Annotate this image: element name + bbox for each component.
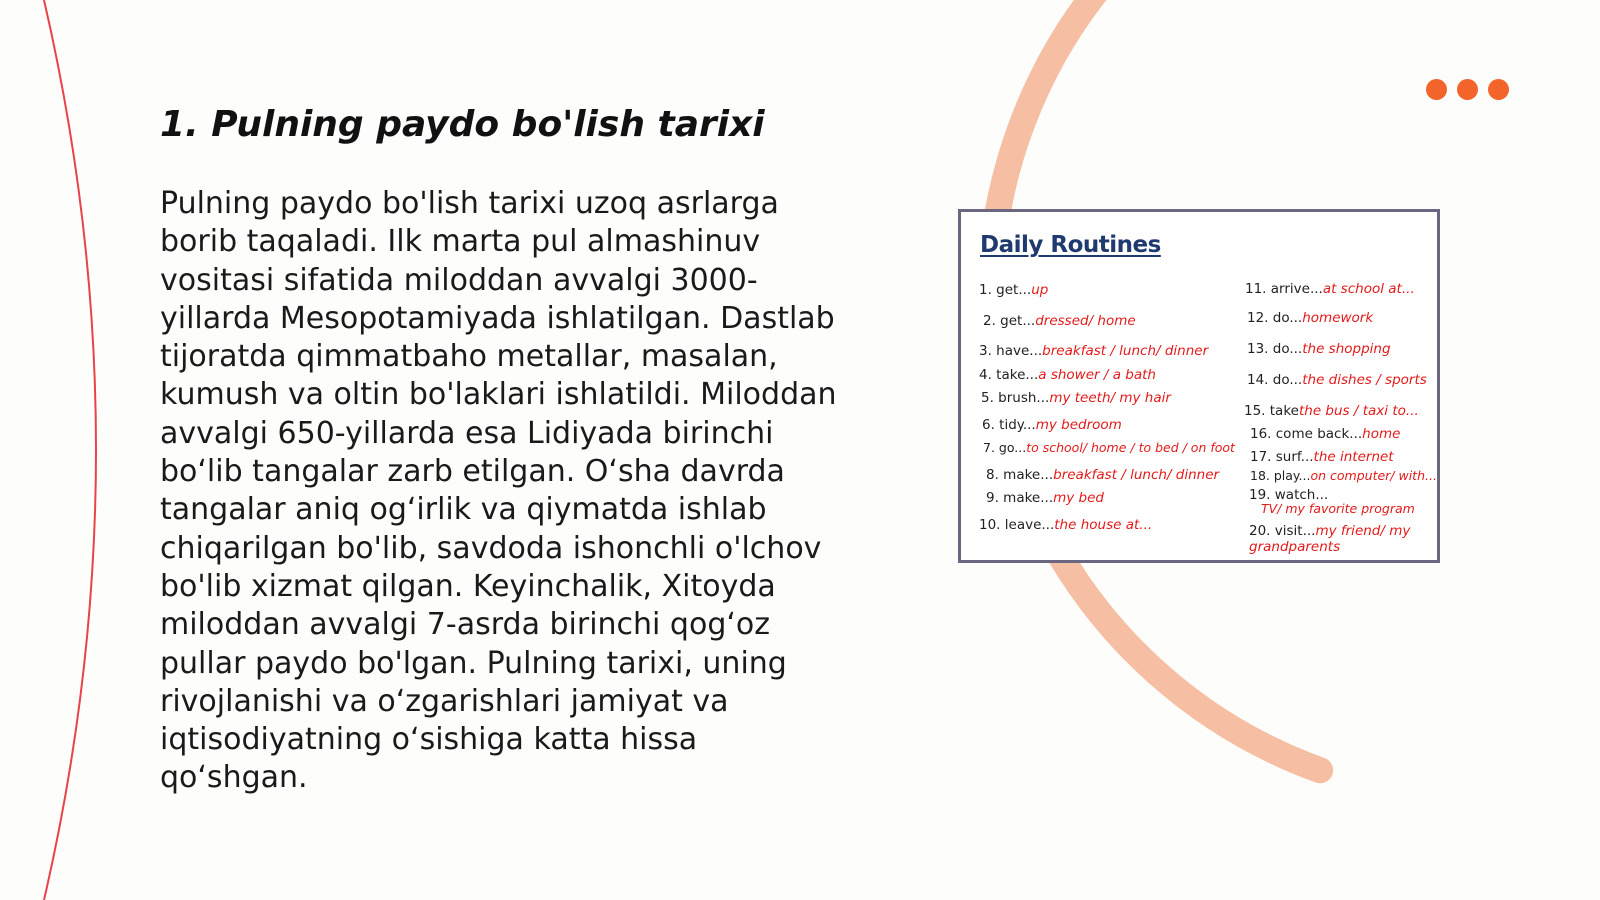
routine-answer: homework [1302, 310, 1374, 326]
routine-answer: the bus / taxi to... [1298, 403, 1419, 419]
routine-verb: 11. arrive... [1245, 281, 1323, 297]
routine-verb: 18. play... [1250, 468, 1311, 483]
routine-answer: the shopping [1302, 341, 1391, 357]
routine-answer: my bed [1053, 490, 1105, 506]
routine-verb: 7. go... [983, 440, 1027, 455]
routine-item [979, 517, 1152, 533]
routine-item [1247, 372, 1427, 388]
routine-verb: 14. do... [1247, 372, 1303, 388]
routine-verb: 15. take [1244, 403, 1299, 419]
routine-answer: to school/ home / to bed / on foot [1026, 440, 1235, 455]
routine-item [986, 467, 1219, 483]
dot-shape [1488, 79, 1509, 100]
routine-item [979, 343, 1208, 359]
routine-item [1247, 341, 1391, 357]
routine-answer: my teeth/ my hair [1049, 390, 1171, 406]
routine-item [983, 440, 1235, 456]
routine-answer: my bedroom [1035, 417, 1122, 433]
routine-item [1247, 310, 1373, 326]
routine-answer: TV/ my favorite program [1261, 501, 1415, 516]
routine-verb: 16. come back... [1250, 426, 1363, 442]
routine-item [1244, 403, 1419, 419]
routine-item [983, 313, 1136, 329]
routine-answer: breakfast / lunch/ dinner [1042, 343, 1209, 359]
image-title: Daily Routines [980, 232, 1161, 258]
slide-body-text: Pulning paydo bo'lish tarixi uzoq asrlarga borib taqaladi. Ilk marta pul almashinuv vositasi sifatida miloddan avvalgi 3000-yillarda Mesopotamiyada ishlatilgan. Dastlab tijoratda qimmatbaho metallar, masalan, kumush va oltin bo'laklari ishlatildi. Miloddan avvalgi 650-yillarda esa Lidiyada birinchi bo‘lib tangalar zarb etilgan. O‘sha davrda tangalar aniq og‘irlik va qiymatda ishlab chiqarilgan bo'lib, savdoda ishonchli o'lchov bo'lib xizmat qilgan. Keyinchalik, Xitoyda miloddan avvalgi 7-asrda birinchi qog‘oz pullar paydo bo'lgan. Pulning tarixi, uning rivojlanishi va o‘zgarishlari jamiyat va iqtisodiyatning o‘sishiga katta hissa qo‘shgan. [160, 186, 837, 796]
routine-verb: 17. surf... [1250, 449, 1314, 465]
red-curve-decoration [44, 0, 96, 900]
routine-answer: on computer/ with... [1310, 468, 1437, 483]
routine-answer: dressed/ home [1035, 313, 1136, 329]
routine-answer: my friend/ my grandparents [1249, 523, 1411, 555]
routine-verb: 12. do... [1247, 310, 1303, 326]
routine-answer: at school at... [1322, 281, 1415, 297]
routine-item [1250, 426, 1400, 442]
routine-item [1250, 468, 1437, 484]
routine-item [979, 282, 1048, 298]
routine-answer: the dishes / sports [1302, 372, 1427, 388]
routine-item [981, 390, 1171, 406]
routine-verb: 19. watch... [1249, 487, 1329, 503]
routine-verb: 8. make... [986, 467, 1054, 483]
routine-item [979, 367, 1156, 383]
routine-verb: 6. tidy... [982, 417, 1036, 433]
routine-verb: 9. make... [986, 490, 1054, 506]
dot-shape [1457, 79, 1478, 100]
more-dots-icon[interactable] [1426, 79, 1509, 100]
routine-answer: a shower / a bath [1038, 367, 1156, 383]
routine-item [986, 490, 1104, 506]
routine-verb: 10. leave... [979, 517, 1055, 533]
daily-routines-image [958, 209, 1440, 563]
routine-verb: 3. have... [979, 343, 1043, 359]
routine-item [982, 417, 1122, 433]
routine-item [1245, 281, 1415, 297]
routine-verb: 1. get... [979, 282, 1032, 298]
dot-shape [1426, 79, 1447, 100]
routine-answer: the internet [1313, 449, 1394, 465]
routine-answer: up [1031, 282, 1049, 298]
routine-verb: 20. visit... [1249, 523, 1316, 539]
routine-verb: 4. take... [979, 367, 1039, 383]
routine-verb: 2. get... [983, 313, 1036, 329]
slide-title: 1. Pulning paydo bo'lish tarixi [160, 104, 765, 145]
routine-item [1249, 523, 1434, 555]
routine-answer-line [1261, 501, 1415, 517]
routine-verb: 5. brush... [981, 390, 1050, 406]
routine-answer: home [1362, 426, 1401, 442]
routine-answer: the house at... [1054, 517, 1153, 533]
routine-item [1250, 449, 1394, 465]
routine-answer: breakfast / lunch/ dinner [1053, 467, 1220, 483]
routine-verb: 13. do... [1247, 341, 1303, 357]
